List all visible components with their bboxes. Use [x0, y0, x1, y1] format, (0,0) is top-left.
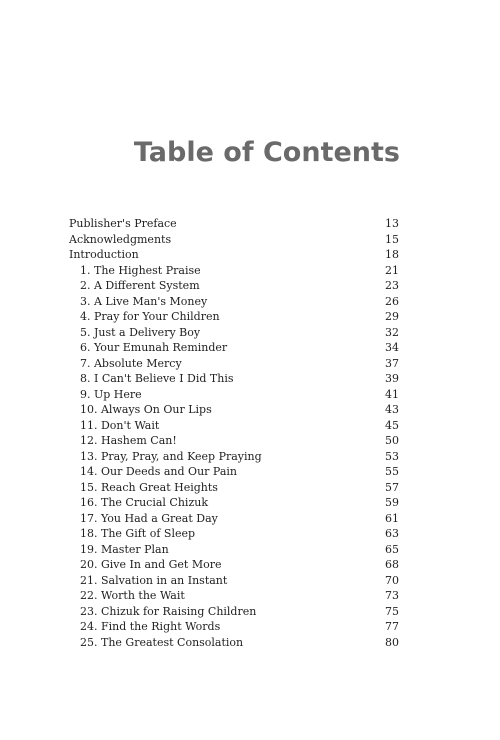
toc-entry-page-number: 18	[385, 248, 399, 261]
toc-entry-label: 4. Pray for Your Children	[80, 310, 220, 323]
toc-entry-page-number: 43	[385, 403, 399, 416]
toc-entry	[69, 635, 399, 651]
toc-entry-label: 9. Up Here	[80, 387, 142, 401]
toc-entry-label: 2. A Different System	[80, 279, 200, 292]
table-of-contents	[69, 216, 399, 650]
toc-entry-page-number: 26	[385, 294, 399, 308]
toc-entry-label: 25. The Greatest Consolation	[80, 635, 244, 649]
toc-entry	[69, 526, 399, 542]
toc-entry	[69, 573, 399, 589]
toc-entry-page-number: 41	[385, 387, 399, 401]
toc-entry-label: 10. Always On Our Lips	[80, 403, 212, 416]
toc-entry-page-number: 75	[385, 604, 399, 618]
toc-entry-label: 14. Our Deeds and Our Pain	[80, 465, 237, 478]
toc-entry	[69, 588, 399, 604]
toc-entry-label: Acknowledgments	[69, 232, 172, 246]
toc-entry-page-number: 70	[385, 573, 399, 587]
toc-entry	[69, 371, 399, 387]
toc-entry-page-number: 80	[385, 635, 399, 649]
toc-entry-label: 20. Give In and Get More	[80, 558, 222, 571]
toc-entry	[69, 278, 399, 294]
toc-entry-label: 11. Don't Wait	[80, 418, 160, 432]
toc-entry	[69, 216, 399, 232]
toc-entry-page-number: 29	[385, 310, 399, 323]
toc-entry-page-number: 73	[385, 589, 399, 602]
toc-entry-label: 23. Chizuk for Raising Children	[80, 604, 257, 618]
toc-entry-label: 18. The Gift of Sleep	[80, 527, 196, 540]
toc-entry-label: 12. Hashem Can!	[80, 434, 177, 447]
toc-entry	[69, 294, 399, 310]
toc-entry	[69, 480, 399, 496]
toc-entry-page-number: 39	[385, 372, 399, 385]
toc-entry-page-number: 55	[385, 465, 399, 478]
toc-entry-page-number: 68	[385, 558, 399, 571]
toc-entry-page-number: 65	[385, 542, 399, 556]
toc-entry	[69, 340, 399, 356]
toc-entry	[69, 387, 399, 403]
toc-entry	[69, 418, 399, 434]
toc-entry-page-number: 77	[385, 620, 399, 633]
toc-entry-label: 16. The Crucial Chizuk	[80, 496, 208, 509]
toc-entry	[69, 309, 399, 325]
toc-entry	[69, 449, 399, 465]
toc-entry	[69, 433, 399, 449]
toc-entry-page-number: 63	[385, 527, 399, 540]
toc-entry	[69, 247, 399, 263]
toc-entry	[69, 263, 399, 279]
toc-entry-label: 19. Master Plan	[80, 542, 169, 556]
toc-entry-page-number: 34	[385, 341, 399, 354]
toc-entry-label: 5. Just a Delivery Boy	[80, 325, 201, 339]
toc-entry-label: 3. A Live Man's Money	[80, 294, 208, 308]
toc-entry-label: 8. I Can't Believe I Did This	[80, 372, 234, 385]
toc-entry-page-number: 13	[385, 217, 399, 230]
toc-entry-page-number: 21	[385, 263, 399, 277]
toc-entry-page-number: 57	[385, 480, 399, 494]
toc-entry-page-number: 37	[385, 356, 399, 370]
toc-entry-page-number: 59	[385, 496, 399, 509]
toc-entry	[69, 356, 399, 372]
toc-entry-label: 22. Worth the Wait	[80, 589, 185, 602]
page-title: Table of Contents	[133, 137, 400, 168]
toc-entry-page-number: 32	[385, 325, 399, 339]
toc-entry-page-number: 45	[385, 418, 399, 432]
toc-entry-label: Publisher's Preface	[69, 217, 177, 230]
toc-entry	[69, 232, 399, 248]
toc-entry-page-number: 61	[385, 511, 399, 525]
toc-entry-label: 17. You Had a Great Day	[80, 511, 218, 525]
toc-entry-page-number: 15	[385, 232, 399, 246]
toc-entry	[69, 464, 399, 480]
toc-entry-label: 24. Find the Right Words	[80, 620, 221, 633]
toc-entry	[69, 495, 399, 511]
toc-entry	[69, 619, 399, 635]
toc-entry-label: 7. Absolute Mercy	[80, 356, 182, 370]
toc-entry	[69, 511, 399, 527]
toc-entry	[69, 542, 399, 558]
toc-entry-label: 6. Your Emunah Reminder	[80, 341, 228, 354]
toc-entry-label: Introduction	[69, 248, 139, 261]
toc-entry	[69, 604, 399, 620]
toc-entry	[69, 402, 399, 418]
toc-entry	[69, 557, 399, 573]
toc-entry	[69, 325, 399, 341]
toc-entry-label: 21. Salvation in an Instant	[80, 573, 228, 587]
toc-entry-page-number: 50	[385, 434, 399, 447]
toc-entry-page-number: 23	[385, 279, 399, 292]
toc-entry-label: 1. The Highest Praise	[80, 263, 201, 277]
toc-entry-page-number: 53	[385, 449, 399, 463]
toc-entry-label: 13. Pray, Pray, and Keep Praying	[80, 449, 262, 463]
toc-entry-label: 15. Reach Great Heights	[80, 480, 218, 494]
